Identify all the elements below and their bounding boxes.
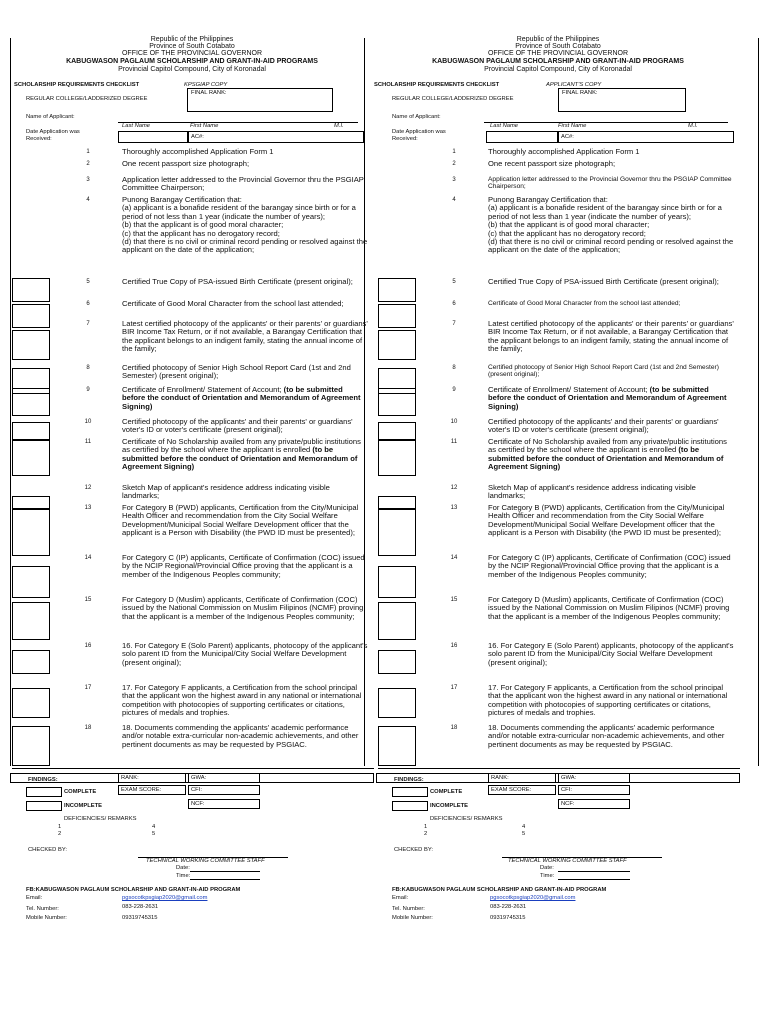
header-program: KABUGWASON PAGLAUM SCHOLARSHIP AND GRANT-IN-AID PROGRAMS xyxy=(66,58,318,65)
requirement-number: 14 xyxy=(450,555,458,561)
date-received-label-2: Received: xyxy=(392,136,418,142)
requirement-text xyxy=(122,504,368,538)
header-office: OFFICE OF THE PROVINCIAL GOVERNOR xyxy=(487,50,629,57)
footer-mobile-label: Mobile Number: xyxy=(26,915,67,921)
requirement-text xyxy=(122,364,368,381)
gwa-label: GWA: xyxy=(191,775,207,781)
ncf-label: NCF: xyxy=(191,801,205,807)
footer-tel-value: 083-228-2631 xyxy=(122,904,159,910)
requirement-text xyxy=(488,196,734,255)
final-rank-box[interactable] xyxy=(187,88,333,112)
requirement-number: 13 xyxy=(84,505,92,511)
requirement-text xyxy=(488,596,734,621)
requirement-text-main: Latest certified photocopy of the applicants' or their parents' or guardians' BIR Income Tax Return, or if not available, a Barangay Certification that the applicant belongs to an indigent family, stating the annual income of the family; xyxy=(122,319,368,354)
requirement-text xyxy=(122,148,368,156)
rank-label: RANK: xyxy=(491,775,509,781)
requirement-checkbox[interactable] xyxy=(378,726,416,766)
requirement-text-main: Certified photocopy of Senior High School Report Card (1st and 2nd Semester) (present original); xyxy=(488,364,719,379)
requirement-number: 5 xyxy=(452,279,456,285)
footer-email-label: Email: xyxy=(26,895,43,901)
header-province: Province of South Cotabato xyxy=(515,43,601,50)
cfi-label: CFI: xyxy=(561,787,572,793)
time-line[interactable] xyxy=(190,879,260,880)
requirement-checkbox[interactable] xyxy=(378,330,416,360)
requirement-text-main: For Category D (Muslim) applicants, Certificate of Confirmation (COC) issued by the National Commission on Muslim Filipinos (NCMF) proving that the applicant is a member of the Indigenous Peoples community; xyxy=(488,595,730,621)
requirement-text-main: Punong Barangay Certification that: (a) applicant is a bonafide resident of the barangay since birth or for a period of not less than 1 year (indicate the number of years); (b) that the applicant is of good moral character; (c) that the applicant has no derogatory record; (d) that there is no civil or criminal record pending or resolved against the applicant on the date of the application; xyxy=(488,195,734,255)
checklist-title: SCHOLARSHIP REQUIREMENTS CHECKLIST xyxy=(374,82,500,88)
name-of-applicant-label: Name of Applicant: xyxy=(26,114,75,120)
date-received-label-1: Date Application was xyxy=(392,129,446,135)
ac-number-box[interactable] xyxy=(188,131,364,143)
date-line[interactable] xyxy=(558,871,630,872)
requirement-number: 14 xyxy=(84,555,92,561)
ac-label: AC#: xyxy=(191,134,204,140)
complete-checkbox[interactable] xyxy=(392,787,428,797)
requirement-checkbox[interactable] xyxy=(378,602,416,640)
requirement-number: 4 xyxy=(452,197,456,203)
footer-email-link[interactable]: pgsocotkpsgiap2020@gmail.com xyxy=(122,895,208,901)
requirement-number: 13 xyxy=(450,505,458,511)
date-received-box[interactable] xyxy=(486,131,558,143)
requirement-text xyxy=(488,554,734,579)
header-office: OFFICE OF THE PROVINCIAL GOVERNOR xyxy=(121,50,263,57)
requirement-text-main: Certificate of Good Moral Character from the school last attended; xyxy=(122,299,344,308)
requirement-checkbox[interactable] xyxy=(12,330,50,360)
requirement-text-main: Thoroughly accomplished Application Form 1 xyxy=(488,147,640,156)
final-rank-box[interactable] xyxy=(558,88,686,112)
requirement-number: 10 xyxy=(84,419,92,425)
requirement-checkbox[interactable] xyxy=(12,440,50,476)
time-label: Time: xyxy=(176,873,191,879)
requirement-text-main: 18. Documents commending the applicants' academic performance and/or notable extra-curricular non-academic achievements, and other pertinent documents as may be requested by PSGIAC. xyxy=(488,723,725,749)
requirement-text xyxy=(488,438,734,472)
copy-label: APPLICANT'S COPY xyxy=(546,82,602,88)
time-line[interactable] xyxy=(558,879,630,880)
requirement-text xyxy=(488,642,734,667)
requirement-number: 12 xyxy=(84,485,92,491)
requirement-text-main: Certificate of Enrollment/ Statement of Account; xyxy=(122,385,282,394)
footer-mobile-value: 09319745315 xyxy=(122,915,158,921)
gwa-box[interactable] xyxy=(558,773,630,783)
cfi-label: CFI: xyxy=(191,787,202,793)
requirement-text-main: Latest certified photocopy of the applicants' or their parents' or guardians' BIR Income Tax Return, or if not available, a Barangay Certification that the applicant belongs to an indigent family, stating the annual income of the family; xyxy=(488,319,734,354)
incomplete-label: INCOMPLETE xyxy=(64,803,103,809)
requirement-text-emphasis: (to be submitted before the conduct of Orientation and Memorandum of Agreement Signing) xyxy=(122,385,361,411)
requirement-text-main: Application letter addressed to the Provincial Governor thru the PSGIAP Committee Chairperson; xyxy=(488,176,732,191)
final-rank-label: FINAL RANK: xyxy=(191,90,227,96)
mi-caption: M.I. xyxy=(688,123,698,129)
requirement-number: 11 xyxy=(84,439,92,445)
exam-score-box[interactable] xyxy=(118,785,186,795)
requirement-number: 2 xyxy=(452,161,456,167)
deficiency-1: 1 xyxy=(424,824,428,830)
requirement-text xyxy=(488,418,734,435)
incomplete-checkbox[interactable] xyxy=(26,801,62,811)
requirement-number: 15 xyxy=(84,597,92,603)
kpsgiap-copy xyxy=(12,36,382,936)
requirement-text-main: One recent passport size photograph; xyxy=(122,159,250,168)
date-label: Date: xyxy=(540,865,554,871)
requirement-text xyxy=(488,386,734,411)
requirement-text-main: Certified photocopy of the applicants' and their parents' or guardians' voter's ID or voter's certificate (present original); xyxy=(122,417,353,435)
requirement-number: 16 xyxy=(450,643,458,649)
deficiency-2: 2 xyxy=(58,831,62,837)
requirement-text xyxy=(122,386,368,411)
requirement-checkbox[interactable] xyxy=(12,422,50,440)
footer-fb: FB:KABUGWASON PAGLAUM SCHOLARSHIP AND GRANT-IN-AID PROGRAM xyxy=(392,887,607,893)
requirement-text xyxy=(488,724,734,749)
header-address: Provincial Capitol Compound, City of Koronadal xyxy=(484,66,632,73)
footer-fb: FB:KABUGWASON PAGLAUM SCHOLARSHIP AND GRANT-IN-AID PROGRAM xyxy=(26,887,241,893)
copy-label: KPSGIAP COPY xyxy=(184,82,228,88)
requirement-text xyxy=(488,684,734,718)
requirement-number: 1 xyxy=(86,149,90,155)
deficiency-5: 5 xyxy=(522,831,526,837)
deficiencies-label: DEFICIENCIES/ REMARKS xyxy=(64,816,137,822)
requirement-text xyxy=(488,364,734,379)
date-line[interactable] xyxy=(190,871,260,872)
requirement-checkbox[interactable] xyxy=(12,688,50,718)
requirement-text-main: Certificate of Good Moral Character from the school last attended; xyxy=(488,300,681,307)
requirement-text-main: Certified photocopy of the applicants' and their parents' or guardians' voter's ID or voter's certificate (present original); xyxy=(488,417,719,435)
requirement-checkbox[interactable] xyxy=(12,508,50,556)
rank-box[interactable] xyxy=(118,773,186,783)
requirement-number: 2 xyxy=(86,161,90,167)
requirement-text xyxy=(122,278,368,286)
requirement-number: 4 xyxy=(86,197,90,203)
requirement-text xyxy=(488,176,734,191)
requirement-checkbox[interactable] xyxy=(12,566,50,598)
requirement-checkbox[interactable] xyxy=(378,422,416,440)
complete-label: COMPLETE xyxy=(430,789,463,795)
findings-label: FINDINGS: xyxy=(394,777,424,783)
requirement-text-main: Certified True Copy of PSA-issued Birth Certificate (present original); xyxy=(488,277,719,286)
requirement-number: 18 xyxy=(84,725,92,731)
requirement-number: 16 xyxy=(84,643,92,649)
requirement-number: 6 xyxy=(86,301,90,307)
requirement-text-main: For Category C (IP) applicants, Certificate of Confirmation (COC) issued by the NCIP Regional/Provincial Office proving that the applicant is a member of the Indigenous Peoples community; xyxy=(488,553,731,579)
requirement-text-main: Certified photocopy of Senior High School Report Card (1st and 2nd Semester) (present original); xyxy=(122,363,351,381)
requirement-text xyxy=(122,438,368,472)
requirement-checkbox[interactable] xyxy=(378,278,416,302)
requirement-text-main: 16. For Category E (Solo Parent) applicants, photocopy of the applicant's solo parent ID from the Municipal/City Social Welfare Development (present original); xyxy=(122,641,368,667)
ncf-label: NCF: xyxy=(561,801,575,807)
requirement-checkbox[interactable] xyxy=(378,508,416,556)
incomplete-checkbox[interactable] xyxy=(392,801,428,811)
requirement-text-main: Certificate of Enrollment/ Statement of Account; xyxy=(488,385,648,394)
requirement-text xyxy=(122,196,368,255)
requirement-number: 1 xyxy=(452,149,456,155)
time-label: Time: xyxy=(540,873,555,879)
mi-caption: M.I. xyxy=(334,123,344,129)
left-border-line xyxy=(10,38,11,766)
requirement-text-main: 16. For Category E (Solo Parent) applicants, photocopy of the applicant's solo parent ID from the Municipal/City Social Welfare Development (present original); xyxy=(488,641,734,667)
cfi-box[interactable] xyxy=(188,785,260,795)
requirement-checkbox[interactable] xyxy=(378,440,416,476)
header-address: Provincial Capitol Compound, City of Koronadal xyxy=(118,66,266,73)
requirement-number: 7 xyxy=(452,321,456,327)
footer-tel-label: Tel. Number: xyxy=(26,906,59,912)
requirement-text xyxy=(488,504,734,538)
requirement-text xyxy=(122,320,368,354)
requirement-text xyxy=(122,684,368,718)
gwa-label: GWA: xyxy=(561,775,577,781)
header-country: Republic of the Philippines xyxy=(516,36,600,43)
date-label: Date: xyxy=(176,865,190,871)
name-of-applicant-label: Name of Applicant: xyxy=(392,114,441,120)
requirement-checkbox[interactable] xyxy=(12,726,50,766)
requirement-text xyxy=(122,176,368,193)
name-underline[interactable] xyxy=(118,122,358,123)
degree-label: REGULAR COLLEGE/LADDERIZED DEGREE xyxy=(26,96,148,102)
deficiency-2: 2 xyxy=(424,831,428,837)
findings-section xyxy=(378,768,740,879)
requirement-text-main: One recent passport size photograph; xyxy=(488,159,616,168)
applicants-copy xyxy=(374,36,748,936)
checked-by-label: CHECKED BY: xyxy=(28,847,67,853)
deficiency-4: 4 xyxy=(522,824,526,830)
requirement-text-emphasis: (to be submitted before the conduct of Orientation and Memorandum of Agreement Signing) xyxy=(488,445,724,472)
header-province: Province of South Cotabato xyxy=(149,43,235,50)
ncf-box[interactable] xyxy=(188,799,260,809)
requirement-number: 3 xyxy=(452,177,456,183)
gwa-box[interactable] xyxy=(188,773,260,783)
requirement-number: 17 xyxy=(84,685,92,691)
requirement-text xyxy=(488,320,734,354)
requirement-checkbox[interactable] xyxy=(12,602,50,640)
requirement-text xyxy=(488,160,734,168)
deficiency-4: 4 xyxy=(152,824,156,830)
date-received-box[interactable] xyxy=(118,131,188,143)
incomplete-label: INCOMPLETE xyxy=(430,803,469,809)
requirement-text-main: Sketch Map of applicant's residence address indicating visible landmarks; xyxy=(488,483,696,501)
requirement-number: 8 xyxy=(86,365,90,371)
complete-checkbox[interactable] xyxy=(26,787,62,797)
requirement-number: 18 xyxy=(450,725,458,731)
requirement-text xyxy=(488,484,734,501)
requirement-text-main: 17. For Category F applicants, a Certification from the school principal that the applicant won the highest award in any national or international competition with photocopies of supporting certificates or citations, pictures of medals and trophies. xyxy=(488,683,728,718)
requirement-checkbox[interactable] xyxy=(378,388,416,416)
requirement-checkbox[interactable] xyxy=(378,650,416,674)
exam-score-label: EXAM SCORE: xyxy=(121,787,162,793)
requirement-checkbox[interactable] xyxy=(378,566,416,598)
first-name-caption: First Name xyxy=(558,123,587,129)
date-received-label-1: Date Application was xyxy=(26,129,80,135)
requirement-checkbox[interactable] xyxy=(12,304,50,328)
twc-staff-label: TECHNICAL WORKING COMMITTEE STAFF xyxy=(146,858,265,864)
ac-label: AC#: xyxy=(561,134,574,140)
header-program: KABUGWASON PAGLAUM SCHOLARSHIP AND GRANT-IN-AID PROGRAMS xyxy=(432,58,684,65)
requirement-number: 12 xyxy=(450,485,458,491)
requirement-text-main: For Category B (PWD) applicants, Certification from the City/Municipal Health Officer and recommendation from the City Social Welfare Development/Municipal Social Welfare Development officer that the applicant is a Person with Disability (the PWD ID must be presented); xyxy=(488,503,725,538)
requirement-number: 9 xyxy=(452,387,456,393)
cfi-box[interactable] xyxy=(558,785,630,795)
footer-tel-label: Tel. Number: xyxy=(392,906,425,912)
requirement-text-main: Punong Barangay Certification that: (a) applicant is a bonafide resident of the barangay since birth or for a period of not less than 1 year (indicate the number of years); (b) that the applicant is of good moral character; (c) that the applicant has no derogatory record; (d) that there is no civil or criminal record pending or resolved against the applicant on the date of the application; xyxy=(122,195,368,255)
requirement-text-main: Thoroughly accomplished Application Form 1 xyxy=(122,147,274,156)
requirement-checkbox[interactable] xyxy=(12,650,50,674)
requirement-text xyxy=(488,300,734,307)
requirement-text-main: Certificate of No Scholarship availed from any private/public institutions as certified by the school where the applicant is enrolled xyxy=(122,437,361,455)
requirement-number: 11 xyxy=(450,439,458,445)
requirement-number: 8 xyxy=(452,365,456,371)
checked-by-label: CHECKED BY: xyxy=(394,847,433,853)
requirement-number: 6 xyxy=(452,301,456,307)
requirement-number: 7 xyxy=(86,321,90,327)
degree-label: REGULAR COLLEGE/LADDERIZED DEGREE xyxy=(392,96,514,102)
exam-score-label: EXAM SCORE: xyxy=(491,787,532,793)
deficiencies-label: DEFICIENCIES/ REMARKS xyxy=(430,816,503,822)
requirement-text-main: 17. For Category F applicants, a Certification from the school principal that the applicant won the highest award in any national or international competition with photocopies of supporting certificates or citations, pictures of medals and trophies. xyxy=(122,683,362,718)
last-name-caption: Last Name xyxy=(490,123,519,129)
requirement-text-main: Application letter addressed to the Provincial Governor thru the PSGIAP Committee Chairperson; xyxy=(122,175,364,193)
footer-mobile-label: Mobile Number: xyxy=(392,915,433,921)
first-name-caption: First Name xyxy=(190,123,219,129)
requirement-text xyxy=(122,642,368,667)
requirement-text xyxy=(122,160,368,168)
last-name-caption: Last Name xyxy=(122,123,151,129)
requirement-number: 5 xyxy=(86,279,90,285)
exam-score-box[interactable] xyxy=(488,785,556,795)
rank-box[interactable] xyxy=(488,773,556,783)
ncf-box[interactable] xyxy=(558,799,630,809)
requirement-text-main: For Category C (IP) applicants, Certificate of Confirmation (COC) issued by the NCIP Regional/Provincial Office proving that the applicant is a member of the Indigenous Peoples community; xyxy=(122,553,365,579)
right-border-line xyxy=(758,38,759,766)
findings-label: FINDINGS: xyxy=(28,777,58,783)
requirement-checkbox[interactable] xyxy=(12,278,50,302)
twc-staff-label: TECHNICAL WORKING COMMITTEE STAFF xyxy=(508,858,627,864)
requirement-text-main: Certified True Copy of PSA-issued Birth Certificate (present original); xyxy=(122,277,353,286)
requirement-text-main: 18. Documents commending the applicants' academic performance and/or notable extra-curricular non-academic achievements, and other pertinent documents as may be requested by PSGIAC. xyxy=(122,723,359,749)
requirement-checkbox[interactable] xyxy=(378,688,416,718)
requirement-checkbox[interactable] xyxy=(12,388,50,416)
final-rank-label: FINAL RANK: xyxy=(562,90,598,96)
requirement-text xyxy=(488,278,734,286)
findings-section xyxy=(12,768,374,879)
requirement-text xyxy=(122,484,368,501)
requirement-text xyxy=(122,724,368,749)
deficiency-1: 1 xyxy=(58,824,62,830)
requirement-text-main: For Category D (Muslim) applicants, Certificate of Confirmation (COC) issued by the National Commission on Muslim Filipinos (NCMF) proving that the applicant is a member of the Indigenous Peoples community; xyxy=(122,595,364,621)
requirement-text-main: For Category B (PWD) applicants, Certification from the City/Municipal Health Officer and recommendation from the City Social Welfare Development/Municipal Social Welfare Development officer that the applicant is a Person with Disability (the PWD ID must be presented); xyxy=(122,503,359,538)
requirement-number: 10 xyxy=(450,419,458,425)
ac-number-box[interactable] xyxy=(558,131,734,143)
requirement-checkbox[interactable] xyxy=(378,304,416,328)
footer-mobile-value: 09319745315 xyxy=(490,915,526,921)
date-received-label-2: Received: xyxy=(26,136,52,142)
rank-label: RANK: xyxy=(121,775,139,781)
footer-tel-value: 083-228-2631 xyxy=(490,904,527,910)
requirement-text xyxy=(122,300,368,308)
requirement-text-main: Sketch Map of applicant's residence address indicating visible landmarks; xyxy=(122,483,330,501)
requirement-text xyxy=(488,148,734,156)
footer-email-link[interactable]: pgsocotkpsgiap2020@gmail.com xyxy=(490,895,576,901)
checklist-title: SCHOLARSHIP REQUIREMENTS CHECKLIST xyxy=(14,82,140,88)
requirement-number: 3 xyxy=(86,177,90,183)
header-country: Republic of the Philippines xyxy=(150,36,234,43)
deficiency-5: 5 xyxy=(152,831,156,837)
footer-email-label: Email: xyxy=(392,895,409,901)
requirement-number: 9 xyxy=(86,387,90,393)
requirement-text xyxy=(122,418,368,435)
requirement-text-main: Certificate of No Scholarship availed from any private/public institutions as certified by the school where the applicant is enrolled xyxy=(488,437,727,455)
requirement-number: 17 xyxy=(450,685,458,691)
complete-label: COMPLETE xyxy=(64,789,97,795)
requirement-text-emphasis: (to be submitted before the conduct of Orientation and Memorandum of Agreement Signing) xyxy=(122,445,358,472)
requirement-text xyxy=(122,596,368,621)
requirement-text-emphasis: (to be submitted before the conduct of Orientation and Memorandum of Agreement Signing) xyxy=(488,385,727,411)
requirement-number: 15 xyxy=(450,597,458,603)
requirement-text xyxy=(122,554,368,579)
